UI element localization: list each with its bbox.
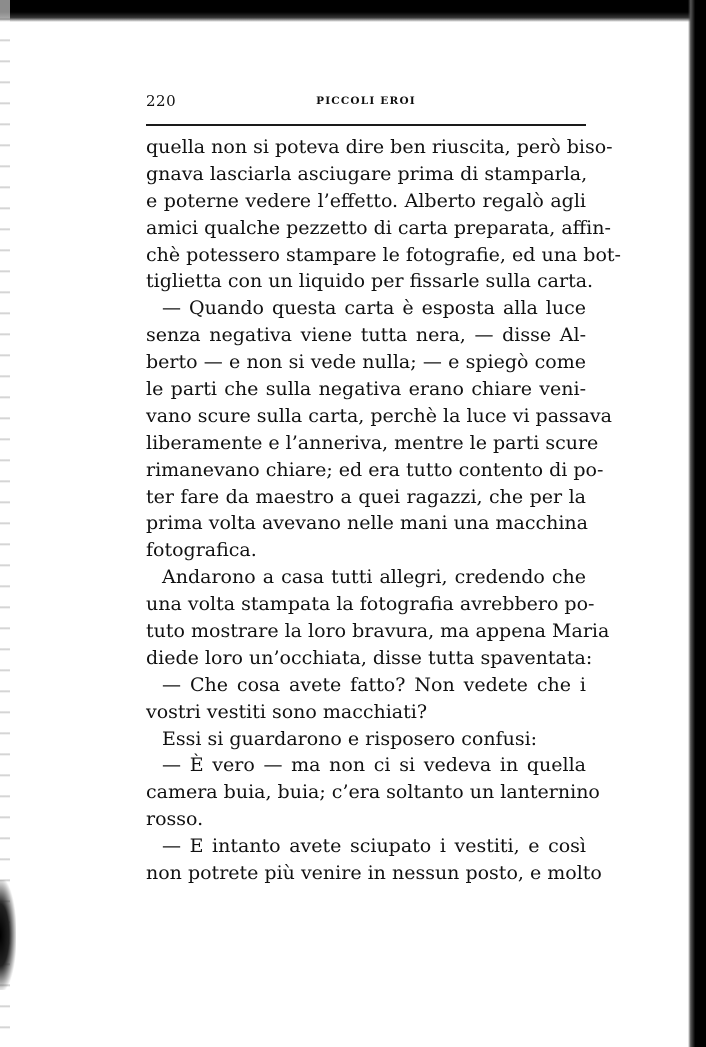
text-line: vostri vestiti sono macchiati? <box>146 700 428 723</box>
text-line: camera buia, buia; c’era soltanto un lanternino <box>146 781 600 804</box>
text-line: — È vero — ma non ci si vedeva in quella <box>162 754 586 777</box>
body-text <box>146 134 621 887</box>
scan-edge-right <box>688 0 706 1047</box>
text-line: una volta stampata la fotografia avrebbero po- <box>146 593 595 616</box>
text-line: gnava lasciarla asciugare prima di stamparla, <box>146 162 588 185</box>
text-line: senza negativa viene tutta nera, — disse Al- <box>146 324 586 347</box>
text-line: fotografica. <box>146 539 257 562</box>
text-line: non potrete più venire in nessun posto, e molto <box>146 862 602 885</box>
text-line: ter fare da maestro a quei ragazzi, che per la <box>146 485 586 508</box>
text-line: — Quando questa carta è esposta alla luce <box>162 297 586 320</box>
text-line: berto — e non si vede nulla; — e spiegò come <box>146 351 586 374</box>
text-line: le parti che sulla negativa erano chiare veni- <box>146 378 586 401</box>
text-line: — Che cosa avete fatto? Non vedete che i <box>162 673 586 696</box>
text-line: Essi si guardarono e risposero confusi: <box>162 727 538 750</box>
text-line: tiglietta con un liquido per fissarle sulla carta. <box>146 270 594 293</box>
text-line: quella non si poteva dire ben riuscita, però biso- <box>146 136 613 158</box>
page-number: 220 <box>146 92 177 110</box>
text-line: chè potessero stampare le fotografie, ed una bot- <box>146 243 621 266</box>
text-line: amici qualche pezzetto di carta preparata, affin- <box>146 216 611 239</box>
text-line: Andarono a casa tutti allegri, credendo che <box>162 566 586 589</box>
running-head <box>146 92 586 112</box>
text-line: vano scure sulla carta, perchè la luce vi passava <box>146 404 612 427</box>
scan-edge-blot <box>0 880 16 990</box>
text-line: prima volta avevano nelle mani una macchina <box>146 512 589 535</box>
text-line: — E intanto avete sciupato i vestiti, e così <box>162 835 586 858</box>
text-line: liberamente e l’anneriva, mentre le parti scure <box>146 431 599 454</box>
text-line: e poterne vedere l’effetto. Alberto regalò agli <box>146 189 586 212</box>
text-line: diede loro un’occhiata, disse tutta spaventata: <box>146 646 593 669</box>
text-line: rimanevano chiare; ed era tutto contento di po- <box>146 458 604 481</box>
text-line: tuto mostrare la loro bravura, ma appena Maria <box>146 620 610 643</box>
header-rule <box>146 124 586 126</box>
text-line: rosso. <box>146 808 204 831</box>
running-title: PICCOLI EROI <box>316 95 416 107</box>
scan-edge-top <box>0 0 706 22</box>
